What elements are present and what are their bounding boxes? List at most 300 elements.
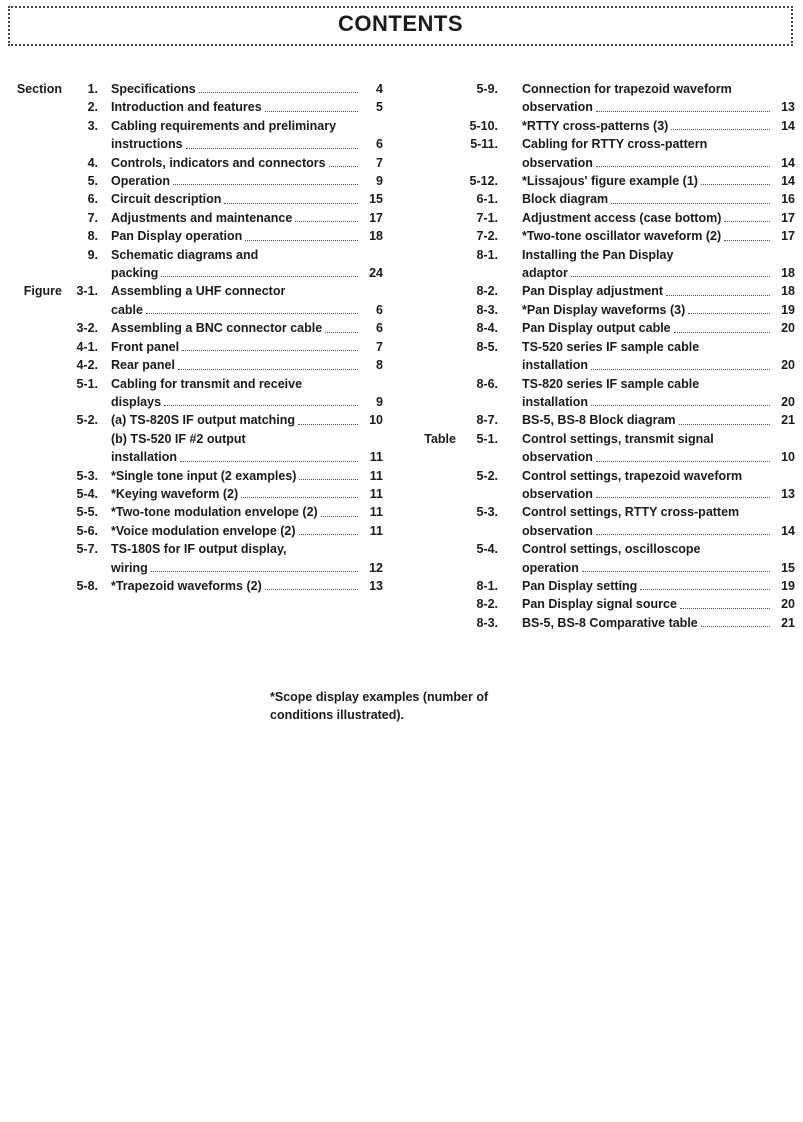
toc-title-text: *Pan Display waveforms (3) [522, 302, 686, 317]
toc-title-text: *Lissajous' figure example (1) [522, 174, 698, 189]
toc-entry [0, 172, 383, 190]
toc-title [522, 209, 795, 227]
toc-number: 5-3. [476, 505, 498, 520]
toc-number: 7-1. [476, 210, 498, 225]
page-title: CONTENTS [338, 11, 463, 36]
dot-leader [265, 589, 358, 590]
toc-number: 8-6. [476, 376, 498, 391]
toc-entry [410, 614, 795, 632]
toc-number: 5-4. [76, 486, 98, 501]
toc-title-line [522, 190, 795, 208]
toc-title [111, 172, 383, 190]
toc-entry [0, 577, 383, 595]
toc-title-line [111, 540, 383, 558]
toc-title-text: Cabling for RTTY cross-pattern [522, 137, 708, 152]
toc-title-text: adaptor [522, 266, 568, 281]
toc-title [522, 430, 795, 467]
toc-number: 8-1. [476, 578, 498, 593]
toc-entry [410, 577, 795, 595]
dot-leader [591, 369, 770, 370]
toc-number: 8-3. [476, 615, 498, 630]
toc-entry [0, 356, 383, 374]
dot-leader [640, 589, 770, 590]
toc-title-text: Assembling a BNC connector cable [111, 321, 323, 336]
dot-leader [582, 571, 770, 572]
toc-title-line [111, 246, 383, 264]
toc-number: 5-11. [470, 137, 498, 152]
toc-title-line [522, 375, 795, 393]
toc-title-line [522, 393, 795, 411]
toc-page-number: 18 [781, 284, 795, 299]
toc-entry [0, 375, 383, 412]
toc-entry [0, 522, 383, 540]
toc-number: 8-5. [476, 339, 498, 354]
toc-page-number: 6 [376, 302, 383, 317]
toc-right-column [410, 80, 795, 632]
toc-number: 2. [87, 100, 98, 115]
toc-number: 5-8. [76, 578, 98, 593]
toc-entry [410, 246, 795, 283]
toc-title [111, 503, 383, 521]
footnote-line: conditions illustrated). [270, 708, 405, 723]
dot-leader [224, 203, 358, 204]
toc-left-column [0, 80, 383, 595]
dot-leader [299, 534, 358, 535]
toc-title-line [522, 282, 795, 300]
toc-page-number: 9 [376, 394, 383, 409]
toc-title-text: operation [522, 560, 579, 575]
toc-title-text: Pan Display adjustment [522, 284, 664, 299]
toc-title-text: *Two-tone modulation envelope (2) [111, 505, 318, 520]
toc-page-number: 24 [369, 266, 383, 281]
toc-title [111, 209, 383, 227]
toc-title-line [522, 319, 795, 337]
toc-page-number: 8 [376, 358, 383, 373]
toc-title-line [111, 117, 383, 135]
toc-title-line [111, 301, 383, 319]
toc-page-number: 16 [781, 192, 795, 207]
toc-title-text: Operation [111, 174, 171, 189]
toc-title [111, 411, 383, 429]
dot-leader [321, 516, 358, 517]
toc-entry [410, 595, 795, 613]
toc-title-line [111, 467, 383, 485]
toc-entry [0, 154, 383, 172]
toc-title [522, 614, 795, 632]
toc-page-number: 11 [369, 486, 383, 501]
toc-number: 5-2. [76, 413, 98, 428]
dot-leader [186, 148, 358, 149]
dot-leader [173, 184, 358, 185]
toc-page-number: 15 [369, 192, 383, 207]
dot-leader [679, 424, 770, 425]
dot-leader [666, 295, 770, 296]
toc-number: 5-9. [476, 82, 498, 96]
toc-page-number: 14 [781, 174, 795, 189]
toc-number: 8. [87, 229, 98, 244]
toc-title [111, 80, 383, 98]
dot-leader [724, 221, 770, 222]
toc-page-number: 11 [369, 505, 383, 520]
toc-title-line [522, 246, 795, 264]
toc-title-text: packing [111, 266, 159, 281]
toc-number: 5. [87, 174, 98, 189]
dot-leader [241, 497, 358, 498]
toc-title-line [111, 522, 383, 540]
toc-title-line [522, 614, 795, 632]
toc-title-text: *Two-tone oscillator waveform (2) [522, 229, 722, 244]
toc-title-text: *Voice modulation envelope (2) [111, 523, 296, 538]
toc-title [111, 540, 383, 577]
toc-title [522, 301, 795, 319]
toc-title-text: Pan Display signal source [522, 597, 677, 612]
toc-number: 5-2. [476, 468, 498, 483]
toc-title-line [522, 467, 795, 485]
toc-number: 5-1. [76, 376, 98, 391]
dot-leader [596, 497, 770, 498]
toc-entry [0, 485, 383, 503]
header-top-border [8, 6, 793, 8]
toc-title [522, 80, 795, 117]
toc-entry [0, 411, 383, 429]
toc-title-text: Cabling for transmit and receive [111, 376, 303, 391]
toc-number: 5-1. [476, 431, 498, 446]
toc-title-text: observation [522, 100, 593, 115]
toc-title-line [111, 319, 383, 337]
toc-entry [0, 503, 383, 521]
toc-entry [410, 117, 795, 135]
dot-leader [701, 626, 770, 627]
toc-entry [410, 172, 795, 190]
toc-page-number: 17 [781, 210, 795, 225]
dot-leader [151, 571, 358, 572]
toc-title-text: observation [522, 155, 593, 170]
toc-entry [0, 338, 383, 356]
dot-leader [596, 534, 770, 535]
toc-title-line [111, 227, 383, 245]
toc-title-text: BS-5, BS-8 Block diagram [522, 413, 676, 428]
toc-title-text: TS-520 series IF sample cable [522, 339, 700, 354]
toc-entry [0, 246, 383, 283]
toc-entry [410, 190, 795, 208]
toc-page-number: 6 [376, 321, 383, 336]
toc-title [111, 430, 383, 467]
dot-leader [164, 405, 358, 406]
toc-title [111, 246, 383, 283]
toc-title [111, 319, 383, 337]
toc-title-line [111, 209, 383, 227]
toc-page-number: 20 [781, 358, 795, 373]
toc-title-line [522, 485, 795, 503]
toc-title [522, 503, 795, 540]
toc-title-text: Block diagram [522, 192, 609, 207]
toc-title-text: *RTTY cross-patterns (3) [522, 118, 669, 133]
toc-title [522, 135, 795, 172]
toc-entry [0, 98, 383, 116]
toc-number: 5-7. [76, 542, 98, 557]
toc-title [522, 375, 795, 412]
toc-title-text: Adjustment access (case bottom) [522, 210, 722, 225]
toc-title-line [522, 430, 795, 448]
toc-entry [410, 540, 795, 577]
toc-title-line [111, 375, 383, 393]
toc-title-text: Control settings, oscilloscope [522, 542, 701, 557]
toc-title-line [111, 135, 383, 153]
toc-title-line [522, 117, 795, 135]
toc-page-number: 13 [369, 578, 383, 593]
toc-title-text: cable [111, 302, 143, 317]
toc-title-text: TS-820 series IF sample cable [522, 376, 700, 391]
toc-entry [410, 227, 795, 245]
dot-leader [295, 221, 358, 222]
toc-number: 7-2. [476, 229, 498, 244]
dot-leader [325, 332, 358, 333]
toc-entry [0, 190, 383, 208]
toc-title-text: Control settings, transmit signal [522, 431, 714, 446]
toc-page-number: 14 [781, 523, 795, 538]
toc-page-number: 7 [376, 339, 383, 354]
toc-number: 8-2. [476, 597, 498, 612]
toc-title-line [522, 577, 795, 595]
toc-title-line [111, 172, 383, 190]
toc-entry [0, 430, 383, 467]
toc-title-line [111, 393, 383, 411]
toc-title [111, 227, 383, 245]
toc-entry [0, 540, 383, 577]
toc-title-text: Introduction and features [111, 100, 262, 115]
toc-page-number: 6 [376, 137, 383, 152]
toc-number: 5-5. [76, 505, 98, 520]
toc-entry [410, 301, 795, 319]
toc-title-line [111, 485, 383, 503]
toc-number: 4-1. [76, 339, 98, 354]
toc-title [111, 577, 383, 595]
toc-entry [410, 467, 795, 504]
toc-page-number: 10 [781, 450, 795, 465]
toc-number: 5-3. [76, 468, 98, 483]
toc-title-line [522, 540, 795, 558]
toc-entry [410, 80, 795, 117]
toc-page-number: 13 [781, 100, 795, 115]
toc-title [111, 154, 383, 172]
toc-title-text: Installing the Pan Display [522, 247, 674, 262]
toc-title-line [522, 227, 795, 245]
dot-leader [245, 240, 358, 241]
toc-title [522, 117, 795, 135]
toc-title-text: Control settings, trapezoid waveform [522, 468, 743, 483]
toc-number: 7. [87, 210, 98, 225]
toc-page-number: 11 [369, 523, 383, 538]
toc-page-number: 17 [369, 210, 383, 225]
toc-entry [0, 282, 383, 319]
toc-title [522, 577, 795, 595]
toc-title-line [111, 190, 383, 208]
toc-title-text: installation [111, 450, 177, 465]
toc-entry [410, 282, 795, 300]
toc-title [522, 595, 795, 613]
toc-title-text: Specifications [111, 82, 196, 96]
toc-title-line [522, 448, 795, 466]
toc-title [522, 172, 795, 190]
toc-entry [410, 319, 795, 337]
toc-category: Table [424, 431, 456, 446]
toc-page-number: 10 [369, 413, 383, 428]
toc-entry [0, 209, 383, 227]
toc-page-number: 11 [369, 450, 383, 465]
toc-page-number: 5 [376, 100, 383, 115]
toc-title-text: Pan Display operation [111, 229, 243, 244]
toc-title-line [522, 559, 795, 577]
toc-title-text: (a) TS-820S IF output matching [111, 413, 296, 428]
toc-title-text: wiring [111, 560, 148, 575]
toc-page-number: 13 [781, 486, 795, 501]
toc-entry [410, 430, 795, 467]
toc-title [111, 522, 383, 540]
toc-number: 5-12. [469, 174, 498, 189]
toc-page-number: 11 [369, 468, 383, 483]
toc-title-text: observation [522, 523, 593, 538]
dot-leader [688, 313, 770, 314]
toc-title-line [111, 577, 383, 595]
toc-title [522, 190, 795, 208]
toc-entry [410, 375, 795, 412]
toc-title-line [522, 98, 795, 116]
toc-title-line [522, 356, 795, 374]
toc-title-text: instructions [111, 137, 183, 152]
toc-title-line [522, 595, 795, 613]
dot-leader [299, 479, 358, 480]
toc-title-line [111, 98, 383, 116]
toc-title-text: displays [111, 394, 162, 409]
toc-category: Figure [23, 284, 62, 299]
toc-number: 4-2. [76, 358, 98, 373]
toc-title-line [522, 264, 795, 282]
toc-title-line [522, 338, 795, 356]
toc-page-number: 21 [781, 413, 795, 428]
toc-entry [0, 227, 383, 245]
dot-leader [591, 405, 770, 406]
toc-title-line [111, 282, 383, 300]
toc-title [111, 485, 383, 503]
toc-title [522, 227, 795, 245]
toc-page-number: 20 [781, 597, 795, 612]
toc-entry [0, 319, 383, 337]
toc-title-line [111, 264, 383, 282]
toc-title-line [111, 559, 383, 577]
toc-title-text: Control settings, RTTY cross-pattem [522, 505, 740, 520]
toc-number: 9. [87, 247, 98, 262]
toc-title [522, 540, 795, 577]
contents-header [8, 6, 793, 46]
toc-number: 4. [87, 155, 98, 170]
toc-title-text: installation [522, 358, 588, 373]
dot-leader [611, 203, 770, 204]
toc-number: 8-3. [476, 302, 498, 317]
toc-title-line [522, 135, 795, 153]
toc-title [111, 356, 383, 374]
toc-title-text: (b) TS-520 IF #2 output [111, 431, 246, 446]
toc-entry [0, 80, 383, 98]
toc-number: 3-1. [76, 284, 98, 299]
toc-title-text: Controls, indicators and connectors [111, 155, 326, 170]
toc-title [111, 98, 383, 116]
toc-title [522, 246, 795, 283]
toc-entry [0, 467, 383, 485]
toc-title-text: observation [522, 450, 593, 465]
toc-page-number: 17 [781, 229, 795, 244]
toc-title [111, 467, 383, 485]
toc-title-text: Pan Display output cable [522, 321, 671, 336]
dot-leader [680, 608, 770, 609]
toc-title-text: observation [522, 486, 593, 501]
toc-number: 8-2. [476, 284, 498, 299]
toc-entry [410, 209, 795, 227]
toc-title-line [111, 80, 383, 98]
toc-title-line [522, 411, 795, 429]
toc-title-text: Pan Display setting [522, 578, 638, 593]
toc-title-text: Adjustments and maintenance [111, 210, 293, 225]
toc-title-text: *Keying waveform (2) [111, 486, 239, 501]
toc-title-line [522, 301, 795, 319]
toc-page-number: 20 [781, 321, 795, 336]
dot-leader [161, 276, 358, 277]
toc-page-number: 21 [781, 615, 795, 630]
toc-title-line [111, 338, 383, 356]
dot-leader [180, 461, 358, 462]
toc-title-text: Circuit description [111, 192, 222, 207]
toc-title [111, 117, 383, 154]
toc-number: 5-10. [469, 118, 498, 133]
dot-leader [329, 166, 358, 167]
toc-page-number: 18 [781, 266, 795, 281]
toc-title [111, 375, 383, 412]
toc-page-number: 18 [369, 229, 383, 244]
toc-page-number: 19 [781, 578, 795, 593]
toc-title-line [522, 80, 795, 98]
dot-leader [265, 111, 358, 112]
toc-title-line [522, 503, 795, 521]
toc-title [522, 338, 795, 375]
toc-entry [410, 338, 795, 375]
toc-title-line [111, 503, 383, 521]
toc-title-line [111, 448, 383, 466]
dot-leader [199, 92, 358, 93]
dot-leader [596, 111, 770, 112]
toc-title [522, 467, 795, 504]
toc-title-line [522, 172, 795, 190]
toc-title-text: Cabling requirements and preliminary [111, 118, 337, 133]
toc-title-text: *Single tone input (2 examples) [111, 468, 297, 483]
toc-page-number: 19 [781, 302, 795, 317]
toc-number: 6. [87, 192, 98, 207]
toc-title-text: TS-180S for IF output display, [111, 542, 287, 557]
toc-title [522, 319, 795, 337]
toc-category: Section [16, 82, 62, 96]
toc-number: 3. [87, 118, 98, 133]
header-bottom-border [8, 44, 793, 46]
toc-title-line [111, 430, 383, 448]
dot-leader [724, 240, 770, 241]
footnote [270, 688, 488, 725]
toc-title-text: Connection for trapezoid waveform [522, 82, 732, 96]
toc-title [111, 338, 383, 356]
toc-title-text: Rear panel [111, 358, 175, 373]
dot-leader [701, 184, 770, 185]
toc-title [522, 282, 795, 300]
toc-entry [410, 135, 795, 172]
toc-title-text: installation [522, 394, 588, 409]
toc-title-text: Assembling a UHF connector [111, 284, 286, 299]
